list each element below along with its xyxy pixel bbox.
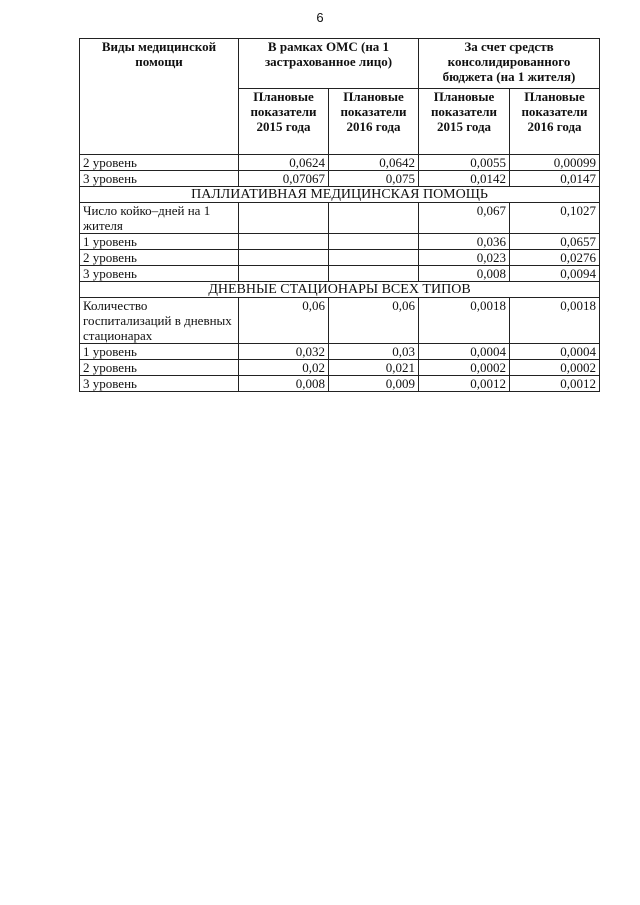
header-oms-2015: Плановые показатели 2015 года [239,89,329,155]
value-cell [329,250,419,266]
section-palliative [80,187,600,203]
value-cell: 0,06 [239,298,329,344]
value-cell: 0,0624 [239,155,329,171]
value-cell [239,250,329,266]
value-cell: 0,0276 [510,250,600,266]
value-cell: 0,067 [419,203,510,234]
value-cell: 0,075 [329,171,419,187]
value-cell: 0,0018 [510,298,600,344]
value-cell: 0,0012 [419,376,510,392]
value-cell: 0,0142 [419,171,510,187]
value-cell: 0,0004 [510,344,600,360]
value-cell [239,203,329,234]
table-row [80,250,600,266]
value-cell: 0,0012 [510,376,600,392]
value-cell: 0,03 [329,344,419,360]
row-label: 2 уровень [80,360,239,376]
table-row [80,360,600,376]
row-label: 3 уровень [80,376,239,392]
table-row [80,376,600,392]
value-cell [329,234,419,250]
header-budget-2016: Плановые показатели 2016 года [510,89,600,155]
row-label: 2 уровень [80,155,239,171]
value-cell: 0,009 [329,376,419,392]
table-row [80,298,600,344]
row-label: Число койко–дней на 1 жителя [80,203,239,234]
value-cell: 0,0657 [510,234,600,250]
value-cell: 0,008 [419,266,510,282]
header-budget: За счет средств консолидированного бюджета (на 1 жителя) [419,39,600,89]
value-cell: 0,07067 [239,171,329,187]
value-cell: 0,036 [419,234,510,250]
table-row [80,171,600,187]
value-cell: 0,021 [329,360,419,376]
value-cell: 0,02 [239,360,329,376]
value-cell: 0,0018 [419,298,510,344]
value-cell [329,203,419,234]
row-label: 1 уровень [80,234,239,250]
section-title: ПАЛЛИАТИВНАЯ МЕДИЦИНСКАЯ ПОМОЩЬ [80,187,600,203]
value-cell: 0,1027 [510,203,600,234]
value-cell [329,266,419,282]
table-row [80,203,600,234]
value-cell [239,266,329,282]
value-cell: 0,0642 [329,155,419,171]
table-row [80,344,600,360]
value-cell: 0,00099 [510,155,600,171]
value-cell: 0,0002 [510,360,600,376]
row-label: 2 уровень [80,250,239,266]
value-cell: 0,0002 [419,360,510,376]
row-label: Количество госпитализаций в дневных стационарах [80,298,239,344]
value-cell [239,234,329,250]
row-label: 1 уровень [80,344,239,360]
header-oms-2016: Плановые показатели 2016 года [329,89,419,155]
value-cell: 0,06 [329,298,419,344]
table-row [80,155,600,171]
header-oms: В рамках ОМС (на 1 застрахованное лицо) [239,39,419,89]
value-cell: 0,0147 [510,171,600,187]
table-row [80,266,600,282]
header-budget-2015: Плановые показатели 2015 года [419,89,510,155]
value-cell: 0,0055 [419,155,510,171]
medical-care-table [79,38,600,392]
value-cell: 0,0094 [510,266,600,282]
row-label: 3 уровень [80,171,239,187]
row-label: 3 уровень [80,266,239,282]
value-cell: 0,0004 [419,344,510,360]
table-row [80,234,600,250]
section-day-hospitals [80,282,600,298]
section-title: ДНЕВНЫЕ СТАЦИОНАРЫ ВСЕХ ТИПОВ [80,282,600,298]
value-cell: 0,008 [239,376,329,392]
header-kind: Виды медицинской помощи [80,39,239,155]
page-number: 6 [316,10,324,25]
value-cell: 0,032 [239,344,329,360]
value-cell: 0,023 [419,250,510,266]
